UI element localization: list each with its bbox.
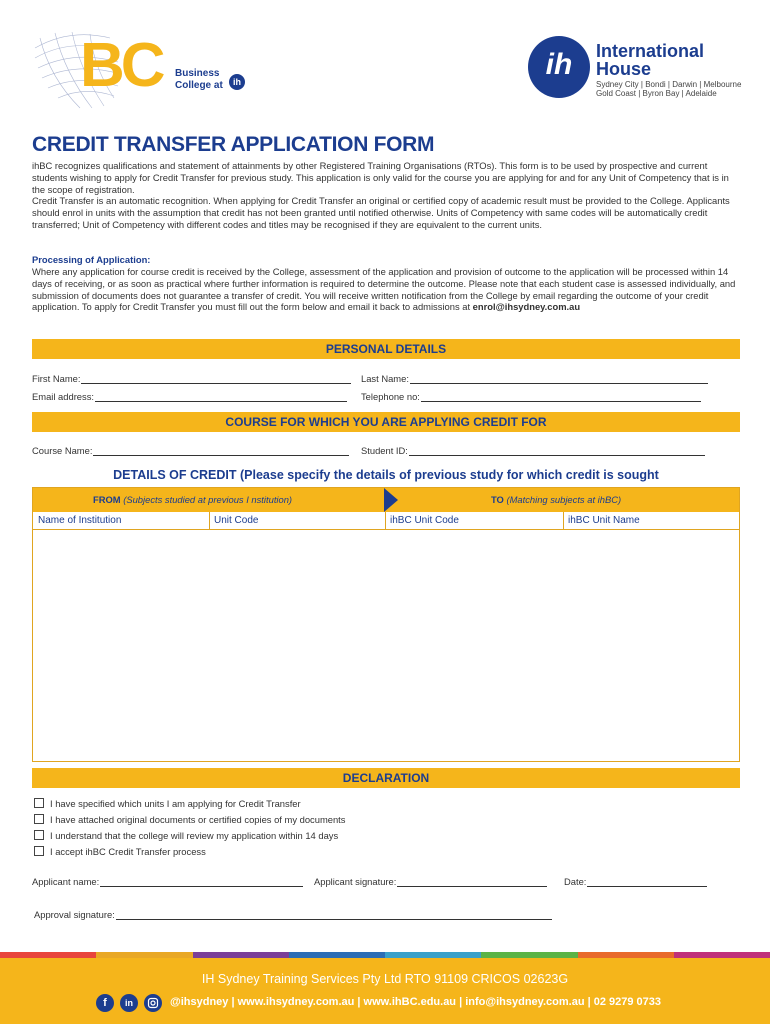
to-bold: TO xyxy=(491,494,504,505)
course-name-label: Course Name: xyxy=(32,445,93,456)
approval-signature-field[interactable] xyxy=(34,906,552,920)
date-field[interactable] xyxy=(564,873,707,887)
date-label: Date: xyxy=(564,876,587,887)
approval-signature-input[interactable] xyxy=(116,909,552,920)
checkbox[interactable] xyxy=(34,830,44,840)
email-input[interactable] xyxy=(95,391,347,402)
col-header-unit-code: Unit Code xyxy=(209,512,385,530)
course-row xyxy=(32,442,742,456)
applicant-signature-field[interactable] xyxy=(314,873,547,887)
declaration-heading: DECLARATION xyxy=(32,768,740,788)
page-title: CREDIT TRANSFER APPLICATION FORM xyxy=(32,133,435,156)
bc-subtitle-2: College at xyxy=(175,80,223,91)
from-label xyxy=(93,494,292,505)
linkedin-icon[interactable]: in xyxy=(120,994,138,1012)
credit-table xyxy=(32,487,740,762)
col-header-institution: Name of Institution xyxy=(33,512,209,530)
bc-logo-letters: BC xyxy=(80,31,162,100)
contact-row xyxy=(32,388,742,402)
declaration-item-label: I understand that the college will review my application within 14 days xyxy=(50,829,339,841)
facebook-icon[interactable]: f xyxy=(96,994,114,1012)
to-italic: (Matching subjects at ihBC) xyxy=(503,494,622,505)
declaration-item[interactable] xyxy=(34,829,338,841)
telephone-input[interactable] xyxy=(421,391,701,402)
ih-name-line2: House xyxy=(596,59,652,79)
last-name-field[interactable] xyxy=(361,370,708,384)
footer-company: IH Sydney Training Services Pty Ltd RTO 91109 CRICOS 02623G xyxy=(201,972,569,986)
ih-logo-mark: ih xyxy=(528,36,590,98)
last-name-label: Last Name: xyxy=(361,373,409,384)
footer-contacts[interactable]: @ihsydney | www.ihsydney.com.au | www.ihBC.edu.au | info@ihsydney.com.au | 02 9279 0733 xyxy=(170,996,662,1008)
approval-row xyxy=(34,906,744,920)
signature-row xyxy=(32,873,742,887)
name-row xyxy=(32,370,742,384)
telephone-field[interactable] xyxy=(361,388,701,402)
instagram-icon[interactable] xyxy=(144,994,162,1012)
processing-text xyxy=(32,266,742,313)
intro-text xyxy=(32,160,742,231)
course-name-input[interactable] xyxy=(93,445,349,456)
bc-ih-mark: ih xyxy=(229,74,245,90)
footer xyxy=(0,958,770,1024)
applicant-name-input[interactable] xyxy=(100,876,303,887)
declaration-item[interactable] xyxy=(34,813,345,825)
intro-paragraph-1: ihBC recognizes qualifications and statement of attainments by other Registered Training Organisations (RTOs). This form is to be used by prospective and current students wishing to apply for Credit Transfer for previous study. This application is only valid for the course you are applying for and for any Unit of Competency that is in the scope of registration. xyxy=(32,160,729,195)
ih-logo xyxy=(528,36,758,106)
ih-locations xyxy=(596,80,756,98)
student-id-field[interactable] xyxy=(361,442,705,456)
applicant-name-field[interactable] xyxy=(32,873,303,887)
email-label: Email address: xyxy=(32,391,95,402)
course-name-field[interactable] xyxy=(32,442,349,456)
checkbox[interactable] xyxy=(34,814,44,824)
bc-subtitle-1: Business xyxy=(175,68,220,79)
applicant-name-label: Applicant name: xyxy=(32,876,100,887)
declaration-item[interactable] xyxy=(34,797,301,809)
declaration-item-label: I accept ihBC Credit Transfer process xyxy=(50,845,206,857)
ih-locations-line1: Sydney City | Bondi | Darwin | Melbourne xyxy=(596,80,742,89)
date-input[interactable] xyxy=(587,876,707,887)
first-name-input[interactable] xyxy=(81,373,351,384)
ih-name xyxy=(596,42,704,78)
arrow-right-icon xyxy=(384,488,398,512)
personal-details-heading: PERSONAL DETAILS xyxy=(32,339,740,359)
processing-body: Where any application for course credit is received by the College, assessment of the application and provision of outcome to the application will be processed within 14 days of receiving, or as soon as practical where further information is required to determine the outcome. Please note that each student case is assessed individually, and submission of documents does not guarantee a transfer of credit. You will receive written notification from the College by email regarding the outcome of your credit application. To apply for Credit Transfer you must fill out the form below and email it back to admissions at xyxy=(32,266,736,313)
bc-logo xyxy=(30,28,260,118)
last-name-input[interactable] xyxy=(410,373,708,384)
applicant-signature-label: Applicant signature: xyxy=(314,876,397,887)
admissions-email-link[interactable]: enrol@ihsydney.com.au xyxy=(472,301,581,313)
to-label xyxy=(491,494,621,505)
student-id-input[interactable] xyxy=(409,445,705,456)
checkbox[interactable] xyxy=(34,846,44,856)
credit-entry-area[interactable] xyxy=(33,531,739,761)
declaration-item[interactable] xyxy=(34,845,206,857)
declaration-item-label: I have attached original documents or certified copies of my documents xyxy=(50,813,346,825)
credit-details-heading: DETAILS OF CREDIT (Please specify the details of previous study for which credit is sought xyxy=(113,468,659,482)
approval-signature-label: Approval signature: xyxy=(34,909,115,920)
first-name-label: First Name: xyxy=(32,373,81,384)
intro-paragraph-2: Credit Transfer is an automatic recognition. When applying for Credit Transfer an original or certified copy of academic result must be provided to the College. Applicants should enrol in units with the assumption that credit has not been granted until notified otherwise. Units of Competency with same codes will be automatically credit transferred; Unit of Competency with different codes and titles may be recognised if they are equivalent to the current units. xyxy=(32,195,730,230)
from-italic: (Subjects studied at previous I nstitution) xyxy=(120,494,293,505)
ih-name-line1: International xyxy=(596,41,705,61)
telephone-label: Telephone no: xyxy=(361,391,420,402)
first-name-field[interactable] xyxy=(32,370,351,384)
declaration-item-label: I have specified which units I am applying for Credit Transfer xyxy=(50,797,301,809)
col-header-ihbc-unit-name: ihBC Unit Name xyxy=(563,512,739,530)
course-heading: COURSE FOR WHICH YOU ARE APPLYING CREDIT FOR xyxy=(32,412,740,432)
applicant-signature-input[interactable] xyxy=(397,876,547,887)
col-header-ihbc-unit-code: ihBC Unit Code xyxy=(385,512,563,530)
from-bold: FROM xyxy=(93,494,121,505)
email-field[interactable] xyxy=(32,388,347,402)
student-id-label: Student ID: xyxy=(361,445,408,456)
processing-heading: Processing of Application: xyxy=(32,254,151,265)
ih-locations-line2: Gold Coast | Byron Bay | Adelaide xyxy=(596,89,717,98)
checkbox[interactable] xyxy=(34,798,44,808)
